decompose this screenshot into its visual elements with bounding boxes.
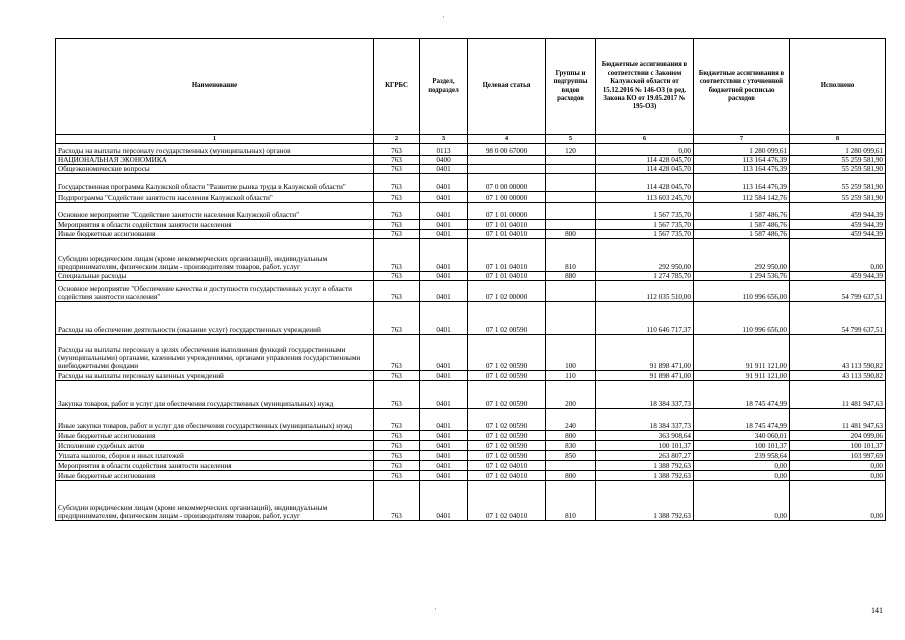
row-budget-list: 112 584 142,76 (694, 192, 790, 203)
row-razdel: 0401 (420, 371, 468, 381)
table-row (56, 203, 886, 220)
header-col-number: 5 (546, 135, 596, 144)
table-row (56, 165, 886, 174)
row-razdel: 0401 (420, 165, 468, 174)
row-group (546, 302, 596, 335)
row-razdel: 0401 (420, 272, 468, 281)
row-group: 100 (546, 335, 596, 371)
row-budget-law: 114 428 045,70 (596, 156, 694, 165)
row-razdel: 0401 (420, 174, 468, 192)
row-razdel: 0401 (420, 220, 468, 230)
row-name: Расходы на выплаты персоналу в целях обеспечения выполнения функций государственными (муниципальными) органами, казенными учреждениями, органами управления государственными внебюджетными фондами (56, 335, 374, 371)
row-budget-law: 18 384 337,73 (596, 409, 694, 431)
row-group: 880 (546, 272, 596, 281)
row-executed: 0,00 (790, 481, 886, 521)
row-executed: 55 259 581,90 (790, 156, 886, 165)
row-razdel: 0401 (420, 431, 468, 441)
row-budget-list: 91 911 121,00 (694, 335, 790, 371)
table-row (56, 335, 886, 371)
scan-speck: · (434, 605, 437, 614)
row-kgrbs: 763 (374, 471, 420, 481)
row-name: Субсидии юридическим лицам (кроме некоммерческих организаций), индивидуальным предпринимателям, физическим лицам - производителям товаров, работ, услуг (56, 239, 374, 272)
row-target: 07 1 01 04010 (468, 220, 546, 230)
table-row (56, 144, 886, 156)
row-name: Государственная программа Калужской области "Развитие рынка труда в Калужской области" (56, 174, 374, 192)
row-budget-list: 0,00 (694, 481, 790, 521)
header-groups: Группы и подгруппы видов расходов (546, 39, 596, 135)
row-budget-list: 0,00 (694, 471, 790, 481)
row-target (468, 165, 546, 174)
table-row (56, 461, 886, 471)
row-executed: 204 099,06 (790, 431, 886, 441)
row-budget-law: 113 603 245,70 (596, 192, 694, 203)
table-row (56, 481, 886, 521)
row-target: 07 1 02 00590 (468, 381, 546, 409)
row-budget-law: 1 567 735,70 (596, 230, 694, 239)
row-budget-list: 18 745 474,99 (694, 409, 790, 431)
row-name: НАЦИОНАЛЬНАЯ ЭКОНОМИКА (56, 156, 374, 165)
header-target: Целевая статья (468, 39, 546, 135)
row-executed: 43 113 590,82 (790, 335, 886, 371)
row-budget-law: 363 908,64 (596, 431, 694, 441)
row-razdel: 0401 (420, 471, 468, 481)
row-executed: 55 259 581,90 (790, 192, 886, 203)
row-target: 98 0 00 67000 (468, 144, 546, 156)
header-executed: Исполнено (790, 39, 886, 135)
row-budget-list: 1 587 486,76 (694, 203, 790, 220)
row-target: 07 1 02 00590 (468, 409, 546, 431)
row-name: Иные бюджетные ассигнования (56, 230, 374, 239)
row-razdel: 0401 (420, 381, 468, 409)
row-target: 07 1 02 00590 (468, 431, 546, 441)
table-row (56, 281, 886, 302)
row-razdel: 0401 (420, 302, 468, 335)
page-number: 141 (871, 606, 883, 615)
row-kgrbs: 763 (374, 203, 420, 220)
row-name: Мероприятия в области содействия занятости населения (56, 220, 374, 230)
row-name: Специальные расходы (56, 272, 374, 281)
row-budget-law: 1 388 792,63 (596, 461, 694, 471)
row-target: 07 1 01 04010 (468, 230, 546, 239)
header-col-number: 2 (374, 135, 420, 144)
row-executed: 11 481 947,63 (790, 381, 886, 409)
row-target: 07 1 02 00590 (468, 335, 546, 371)
row-kgrbs: 763 (374, 409, 420, 431)
row-group: 240 (546, 409, 596, 431)
row-kgrbs: 763 (374, 381, 420, 409)
row-razdel: 0401 (420, 239, 468, 272)
row-executed: 459 944,39 (790, 220, 886, 230)
row-budget-law: 263 807,27 (596, 451, 694, 461)
row-budget-law: 112 035 510,00 (596, 281, 694, 302)
row-budget-law: 91 898 471,00 (596, 371, 694, 381)
row-budget-law: 1 567 735,70 (596, 220, 694, 230)
row-budget-law: 1 388 792,63 (596, 481, 694, 521)
row-group (546, 281, 596, 302)
row-name: Иные бюджетные ассигнования (56, 431, 374, 441)
row-budget-law: 1 388 792,63 (596, 471, 694, 481)
row-group (546, 203, 596, 220)
row-budget-law: 110 646 717,37 (596, 302, 694, 335)
row-kgrbs: 763 (374, 431, 420, 441)
budget-table (55, 38, 886, 521)
row-kgrbs: 763 (374, 371, 420, 381)
table-row (56, 431, 886, 441)
row-name: Общеэкономические вопросы (56, 165, 374, 174)
row-kgrbs: 763 (374, 481, 420, 521)
header-col-number: 6 (596, 135, 694, 144)
row-target: 07 1 02 00590 (468, 441, 546, 451)
row-name: Расходы на выплаты персоналу казенных учреждений (56, 371, 374, 381)
scan-speck: · (442, 13, 445, 22)
row-name: Основное мероприятие "Обеспечение качества и доступности государственных услуг в области содействия занятости населения" (56, 281, 374, 302)
row-budget-law: 18 384 337,73 (596, 381, 694, 409)
row-group: 800 (546, 471, 596, 481)
row-kgrbs: 763 (374, 335, 420, 371)
row-group (546, 192, 596, 203)
header-razdel: Раздел, подраздел (420, 39, 468, 135)
row-razdel: 0401 (420, 441, 468, 451)
row-name: Уплата налогов, сборов и иных платежей (56, 451, 374, 461)
row-group: 200 (546, 381, 596, 409)
row-budget-law: 114 428 045,70 (596, 165, 694, 174)
row-budget-list: 113 164 476,39 (694, 156, 790, 165)
row-kgrbs: 763 (374, 239, 420, 272)
row-target: 07 1 02 00000 (468, 281, 546, 302)
table-body (56, 144, 886, 521)
row-name: Расходы на выплаты персоналу государственных (муниципальных) органов (56, 144, 374, 156)
row-kgrbs: 763 (374, 230, 420, 239)
row-group: 810 (546, 481, 596, 521)
table-row (56, 174, 886, 192)
row-target: 07 1 00 00000 (468, 192, 546, 203)
row-razdel: 0401 (420, 451, 468, 461)
row-name: Основное мероприятие "Содействие занятости населения Калужской области" (56, 203, 374, 220)
row-budget-list: 113 164 476,39 (694, 165, 790, 174)
row-budget-list: 113 164 476,39 (694, 174, 790, 192)
row-razdel: 0400 (420, 156, 468, 165)
row-name: Иные бюджетные ассигнования (56, 471, 374, 481)
row-razdel: 0113 (420, 144, 468, 156)
row-kgrbs: 763 (374, 192, 420, 203)
row-executed: 0,00 (790, 461, 886, 471)
row-budget-law: 292 950,00 (596, 239, 694, 272)
row-group: 110 (546, 371, 596, 381)
row-kgrbs: 763 (374, 451, 420, 461)
header-col-number: 1 (56, 135, 374, 144)
row-target: 07 1 02 00590 (468, 451, 546, 461)
row-kgrbs: 763 (374, 302, 420, 335)
row-group: 810 (546, 239, 596, 272)
table-row (56, 451, 886, 461)
row-name: Расходы на обеспечение деятельности (оказание услуг) государственных учреждений (56, 302, 374, 335)
row-target: 07 1 02 00590 (468, 302, 546, 335)
row-budget-law: 0,00 (596, 144, 694, 156)
row-target: 07 1 01 04010 (468, 239, 546, 272)
row-executed: 55 259 581,90 (790, 165, 886, 174)
header-col-number: 3 (420, 135, 468, 144)
row-kgrbs: 763 (374, 281, 420, 302)
row-target: 07 0 00 00000 (468, 174, 546, 192)
row-kgrbs: 763 (374, 441, 420, 451)
row-razdel: 0401 (420, 281, 468, 302)
row-razdel: 0401 (420, 203, 468, 220)
row-razdel: 0401 (420, 192, 468, 203)
header-col-number: 8 (790, 135, 886, 144)
row-group: 120 (546, 144, 596, 156)
row-budget-list: 18 745 474,99 (694, 381, 790, 409)
header-budget-law: Бюджетные ассигнования в соответствии с Законом Калужской области от 15.12.2016 № 146-ОЗ (в ред. Закона КО от 19.05.2017 № 195-ОЗ) (596, 39, 694, 135)
row-budget-list: 340 060,01 (694, 431, 790, 441)
row-executed: 54 799 637,51 (790, 281, 886, 302)
row-group: 830 (546, 441, 596, 451)
row-kgrbs: 763 (374, 220, 420, 230)
row-budget-list: 239 958,64 (694, 451, 790, 461)
table-header (56, 39, 886, 144)
row-budget-law: 91 898 471,00 (596, 335, 694, 371)
row-group (546, 156, 596, 165)
row-target: 07 1 02 00590 (468, 371, 546, 381)
row-kgrbs: 763 (374, 461, 420, 471)
row-target: 07 1 02 04010 (468, 471, 546, 481)
row-executed: 0,00 (790, 471, 886, 481)
row-name: Субсидии юридическим лицам (кроме некоммерческих организаций), индивидуальным предпринимателям, физическим лицам - производителям товаров, работ, услуг (56, 481, 374, 521)
row-budget-law: 100 101,37 (596, 441, 694, 451)
row-group: 850 (546, 451, 596, 461)
row-executed: 1 280 099,61 (790, 144, 886, 156)
header-budget-list: Бюджетные ассигнования в соответствии с уточненной бюджетной росписью расходов (694, 39, 790, 135)
row-executed: 459 944,39 (790, 230, 886, 239)
row-executed: 100 101,37 (790, 441, 886, 451)
header-col-number: 4 (468, 135, 546, 144)
header-kgrbs: КГРБС (374, 39, 420, 135)
row-name: Исполнение судебных актов (56, 441, 374, 451)
row-budget-list: 1 587 486,76 (694, 230, 790, 239)
row-razdel: 0401 (420, 230, 468, 239)
row-budget-law: 1 274 785,70 (596, 272, 694, 281)
row-budget-law: 114 428 045,70 (596, 174, 694, 192)
row-executed: 54 799 637,51 (790, 302, 886, 335)
row-kgrbs: 763 (374, 165, 420, 174)
row-budget-list: 110 996 656,00 (694, 302, 790, 335)
row-budget-list: 100 101,37 (694, 441, 790, 451)
row-executed: 103 997,69 (790, 451, 886, 461)
table-row (56, 371, 886, 381)
row-target (468, 156, 546, 165)
row-target: 07 1 02 04010 (468, 461, 546, 471)
row-group (546, 461, 596, 471)
table-row (56, 441, 886, 451)
row-budget-list: 1 294 536,76 (694, 272, 790, 281)
row-budget-list: 110 996 656,00 (694, 281, 790, 302)
table-row (56, 239, 886, 272)
row-budget-list: 1 587 486,76 (694, 220, 790, 230)
table-row (56, 381, 886, 409)
table-row (56, 220, 886, 230)
row-group: 800 (546, 431, 596, 441)
row-name: Подпрограмма "Содействие занятости населения Калужской области" (56, 192, 374, 203)
row-target: 07 1 01 04010 (468, 272, 546, 281)
row-kgrbs: 763 (374, 156, 420, 165)
row-group: 800 (546, 230, 596, 239)
row-group (546, 174, 596, 192)
table-row (56, 302, 886, 335)
row-group (546, 165, 596, 174)
row-razdel: 0401 (420, 481, 468, 521)
row-name: Закупка товаров, работ и услуг для обеспечения государственных (муниципальных) нужд (56, 381, 374, 409)
row-executed: 459 944,39 (790, 203, 886, 220)
row-target: 07 1 02 04010 (468, 481, 546, 521)
row-name: Мероприятия в области содействия занятости населения (56, 461, 374, 471)
row-executed: 43 113 590,82 (790, 371, 886, 381)
header-name: Наименование (56, 39, 374, 135)
row-budget-list: 0,00 (694, 461, 790, 471)
row-razdel: 0401 (420, 461, 468, 471)
row-kgrbs: 763 (374, 144, 420, 156)
table-row (56, 272, 886, 281)
row-group (546, 220, 596, 230)
table-row (56, 471, 886, 481)
row-executed: 0,00 (790, 239, 886, 272)
row-budget-list: 292 950,00 (694, 239, 790, 272)
table-row (56, 230, 886, 239)
row-razdel: 0401 (420, 409, 468, 431)
header-col-number: 7 (694, 135, 790, 144)
row-target: 07 1 01 00000 (468, 203, 546, 220)
table-row (56, 409, 886, 431)
row-executed: 459 944,39 (790, 272, 886, 281)
table-row (56, 192, 886, 203)
row-executed: 11 481 947,63 (790, 409, 886, 431)
row-budget-law: 1 567 735,70 (596, 203, 694, 220)
row-kgrbs: 763 (374, 272, 420, 281)
row-name: Иные закупки товаров, работ и услуг для обеспечения государственных (муниципальных) нужд (56, 409, 374, 431)
row-executed: 55 259 581,90 (790, 174, 886, 192)
row-budget-list: 91 911 121,00 (694, 371, 790, 381)
table-row (56, 156, 886, 165)
row-budget-list: 1 280 099,61 (694, 144, 790, 156)
row-kgrbs: 763 (374, 174, 420, 192)
row-razdel: 0401 (420, 335, 468, 371)
